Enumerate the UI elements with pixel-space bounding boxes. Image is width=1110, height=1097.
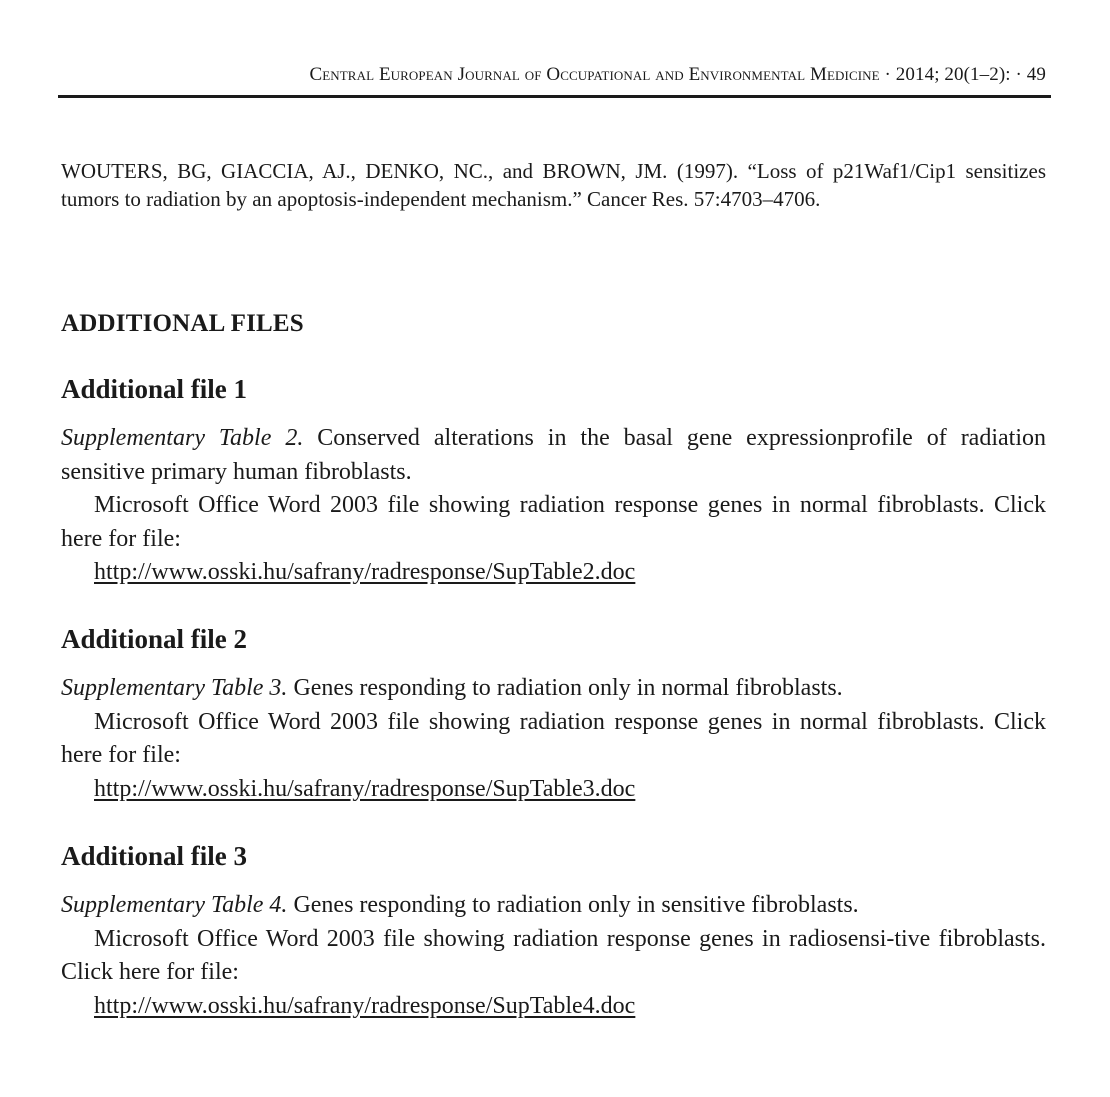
caption-text: Genes responding to radiation only in sensitive fibroblasts. xyxy=(287,892,859,918)
file-title: Additional file 1 xyxy=(61,374,248,404)
file-caption xyxy=(61,889,1046,923)
section-heading: ADDITIONAL FILES xyxy=(61,310,304,337)
additional-file-1 xyxy=(61,372,1046,590)
running-head: Central European Journal of Occupational and Environmental Medicine · 2014; 20(1–2): · 49 xyxy=(309,64,1046,85)
additional-file-2 xyxy=(61,622,1046,806)
file-link[interactable]: http://www.osski.hu/safrany/radresponse/SupTable4.doc xyxy=(94,992,636,1019)
caption-label: Supplementary Table 3. xyxy=(61,675,288,701)
file-caption xyxy=(61,422,1046,489)
additional-file-3 xyxy=(61,839,1046,1023)
header-rule xyxy=(58,95,1051,98)
file-body xyxy=(61,889,1046,1023)
file-link[interactable]: http://www.osski.hu/safrany/radresponse/SupTable3.doc xyxy=(94,775,636,802)
file-link[interactable]: http://www.osski.hu/safrany/radresponse/SupTable2.doc xyxy=(94,559,636,585)
file-body xyxy=(61,672,1046,806)
file-title: Additional file 2 xyxy=(61,624,248,654)
caption-text: Genes responding to radiation only in normal fibroblasts. xyxy=(287,675,843,701)
file-caption xyxy=(61,672,1046,706)
file-description: Microsoft Office Word 2003 file showing radiation response genes in normal fibroblasts. Click here for file: xyxy=(61,492,1046,552)
reference-entry: WOUTERS, BG, GIACCIA, AJ., DENKO, NC., and BROWN, JM. (1997). “Loss of p21Waf1/Cip1 sensitizes tumors to radiation by an apoptosis-independent mechanism.” Cancer Res. 57:4703–4706. xyxy=(61,159,1046,211)
file-body xyxy=(61,422,1046,590)
caption-label: Supplementary Table 4. xyxy=(61,892,288,918)
file-title: Additional file 3 xyxy=(61,841,248,871)
caption-label: Supplementary Table 2. xyxy=(61,425,304,451)
file-description: Microsoft Office Word 2003 file showing radiation response genes in normal fibroblasts. Click here for file: xyxy=(61,708,1046,768)
caption-text: Conserved alterations in the basal gene expressionprofile of radiation sensitive primary human fibroblasts. xyxy=(61,425,1046,485)
file-description: Microsoft Office Word 2003 file showing radiation response genes in radiosensi-tive fibroblasts. Click here for file: xyxy=(61,925,1046,985)
